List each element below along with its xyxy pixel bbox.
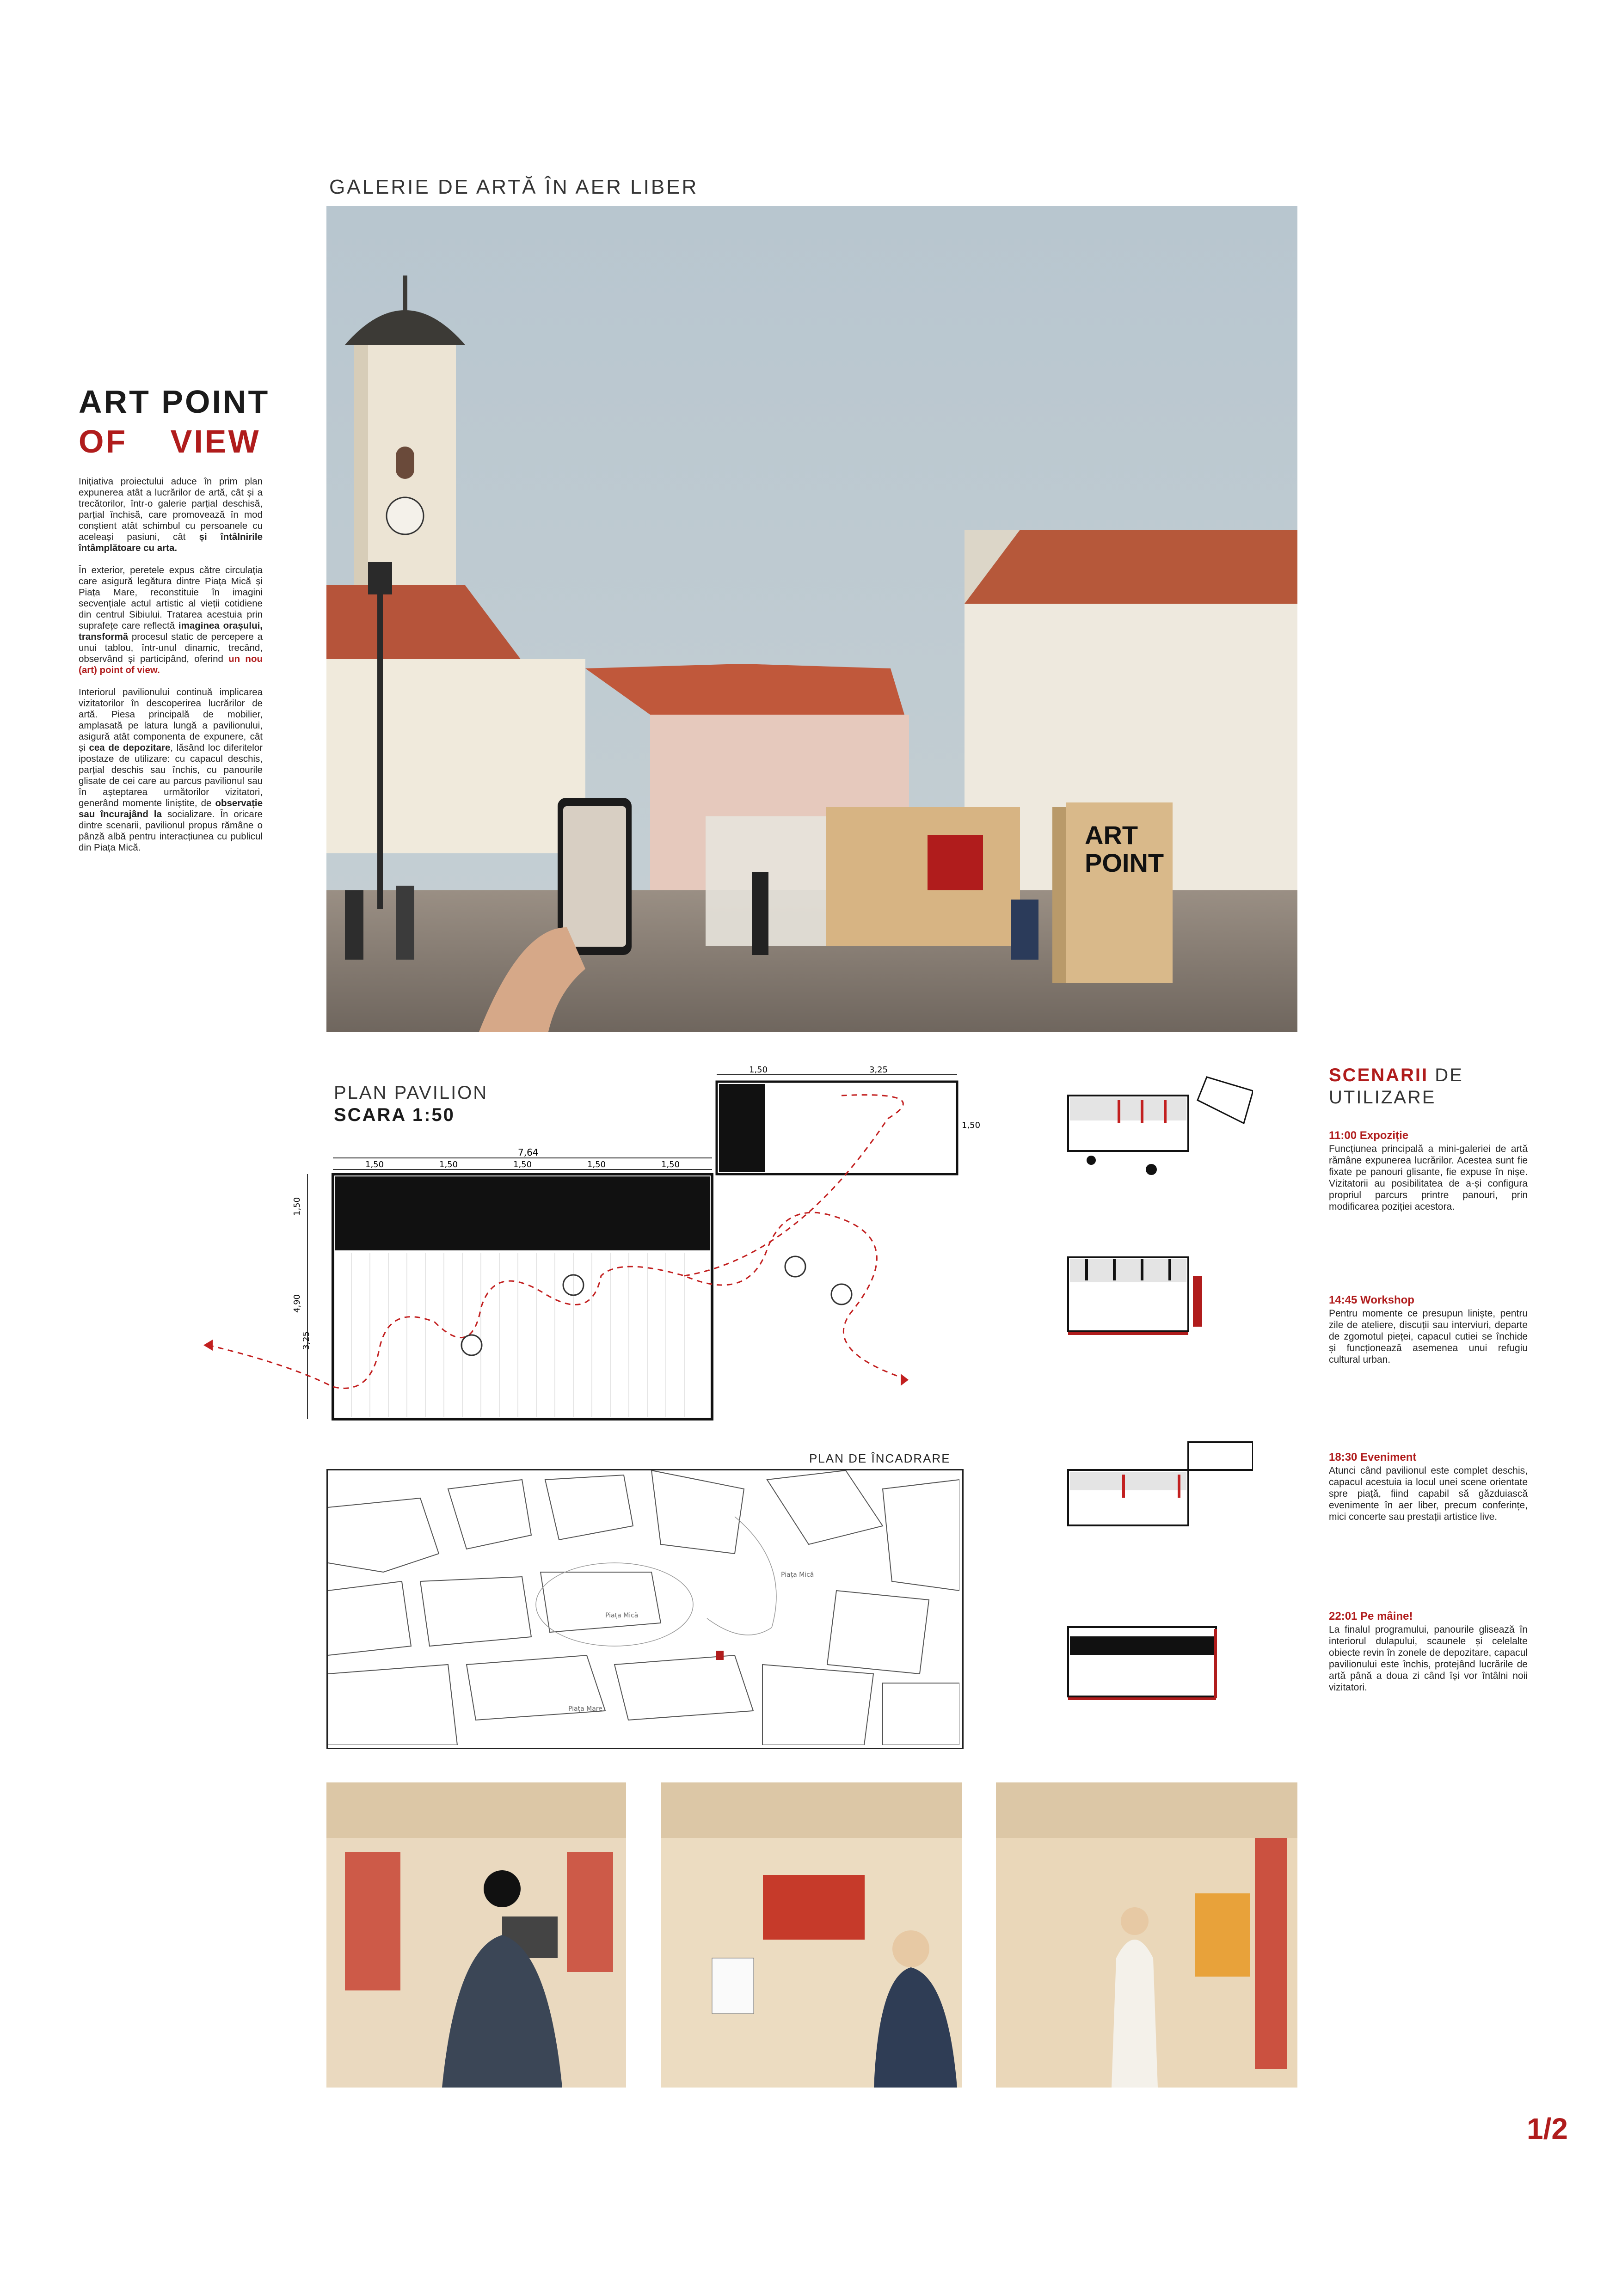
project-title-line2 [79, 422, 270, 461]
dim-top-1: 1,50 [365, 1160, 384, 1169]
scenarios-heading [1329, 1064, 1463, 1108]
dim-top-5: 1,50 [661, 1160, 680, 1169]
site-place-3: Piața Mare [568, 1705, 602, 1713]
pavilion-plan-drawing [194, 1063, 980, 1479]
scenario-diagrams [1059, 1072, 1253, 1757]
project-title-line1: ART POINT [79, 384, 270, 420]
page-number: 1/2 [1527, 2112, 1568, 2145]
scenario-4 [1329, 1610, 1528, 1693]
dim-total: 7,64 [518, 1147, 539, 1158]
scenario-2 [1329, 1294, 1528, 1365]
interior-render-1 [326, 1782, 626, 2088]
gallery-title: GALERIE DE ARTĂ ÎN AER LIBER [329, 176, 699, 198]
dim-box-2: 3,25 [869, 1065, 888, 1075]
plan-title-text: PLAN PAVILION [334, 1083, 488, 1103]
project-title-of: OF [79, 423, 128, 459]
scenario-3 [1329, 1451, 1528, 1523]
project-title [79, 382, 270, 461]
scenario-3-text: Atunci când pavilionul este complet deschis, capacul acestuia ia locul unei scene orientate spre piață, fiind capabil să găzduiască evenimente în aer liber, precum conferințe, mici concerte sau prestații artistice live. [1329, 1465, 1528, 1522]
scenarios-heading-line2: UTILIZARE [1329, 1087, 1436, 1108]
site-place-2: Piața Mică [781, 1571, 814, 1579]
hero-render [326, 206, 1297, 1032]
site-plan-label: PLAN DE ÎNCADRARE [809, 1451, 951, 1465]
dim-left-2: 4,90 [292, 1294, 302, 1313]
site-plan [326, 1469, 964, 1749]
interior-render-2 [661, 1782, 962, 2088]
dim-box-side: 1,50 [962, 1120, 980, 1130]
intro-paragraph-2: În exterior, peretele expus către circulația care asigură legătura dintre Piața Mică și Piața Mare, reconstituie în imagini secvențiale actul artistic al vieții cotidiene din centrul Sibiului. Tratarea acestuia prin suprafețe care reflectă imaginea orașului, transformă procesul static de percepere a unui tablou, într-unul dinamic, trecând, observând și participând, oferind un nou (art) point of view. [79, 565, 263, 675]
scenario-1-time: 11:00 Expoziție [1329, 1129, 1409, 1142]
intro-paragraph-1: Inițiativa proiectului aduce în prim plan expunerea atât a lucrărilor de artă, cât și a trecătorilor, într-o galerie parțial deschisă, parțial închisă, care promovează în mod conștient atât schimbul cu persoanele cu aceleași pasiuni, cât și întâlnirile întâmplătoare cu arta. [79, 476, 263, 553]
dim-left-1: 1,50 [292, 1197, 302, 1216]
scenario-3-time: 18:30 Eveniment [1329, 1451, 1417, 1463]
dim-left-3: 3,25 [301, 1331, 311, 1350]
intro-text [79, 476, 263, 864]
dim-top-4: 1,50 [587, 1160, 606, 1169]
project-title-view: VIEW [170, 423, 261, 459]
scenario-2-time: 14:45 Workshop [1329, 1294, 1414, 1306]
dim-top-2: 1,50 [439, 1160, 458, 1169]
intro-paragraph-3: Interiorul pavilionului continuă implicarea vizitatorilor în descoperirea lucrărilor de artă. Piesa principală de mobilier, amplasată pe latura lungă a pavilionului, asigură atât componenta de expunere, cât și cea de depozitare, lăsând loc diferitelor ipostaze de utilizare: cu capacul deschis, parțial deschis sau închis, cu panourile glisate de cei care au parcus pavilionul sau în așteptarea următorilor vizitatori, generând momente liniștite, de observație sau încurajând la socializare. În oricare dintre scenarii, pavilionul propus rămâne o pânză albă pentru interacțiunea cu publicul din Piața Mică. [79, 687, 263, 853]
dim-top-3: 1,50 [513, 1160, 532, 1169]
scenario-4-text: La finalul programului, panourile glisează în interiorul dulapului, scaunele și celelalte obiecte revin în zonele de depozitare, capacul pavilionului este închis, protejând lucrările de artă până a doua zi când își vor întâlni noii vizitatori. [1329, 1624, 1528, 1693]
pavilion-sign-line1: ART [1085, 820, 1138, 850]
interior-render-3 [996, 1782, 1297, 2088]
dim-box-1: 1,50 [749, 1065, 768, 1075]
site-place-1: Piața Mică [605, 1612, 639, 1619]
scenario-1 [1329, 1130, 1528, 1212]
plan-scale: SCARA 1:50 [334, 1105, 455, 1125]
pavilion-sign-line2: POINT [1085, 848, 1164, 877]
scenario-1-text: Funcțiunea principală a mini-galeriei de artă rămâne expunerea lucrărilor. Acestea sunt fie fixate pe panouri glisante, fie expuse în nișe. Vizitatorii au posibilitatea de a-și configura propriul parcurs printre panouri, prin modificarea poziției acestora. [1329, 1144, 1528, 1212]
scenario-2-text: Pentru momente ce presupun liniște, pentru zile de ateliere, discuții sau interviuri, departe de zgomotul pieței, capacul cutiei se închide și funcționează asemenea unui refugiu cultural urban. [1329, 1308, 1528, 1365]
scenarios-heading-line1: SCENARII DE [1329, 1065, 1463, 1085]
scenario-4-time: 22:01 Pe mâine! [1329, 1610, 1413, 1623]
